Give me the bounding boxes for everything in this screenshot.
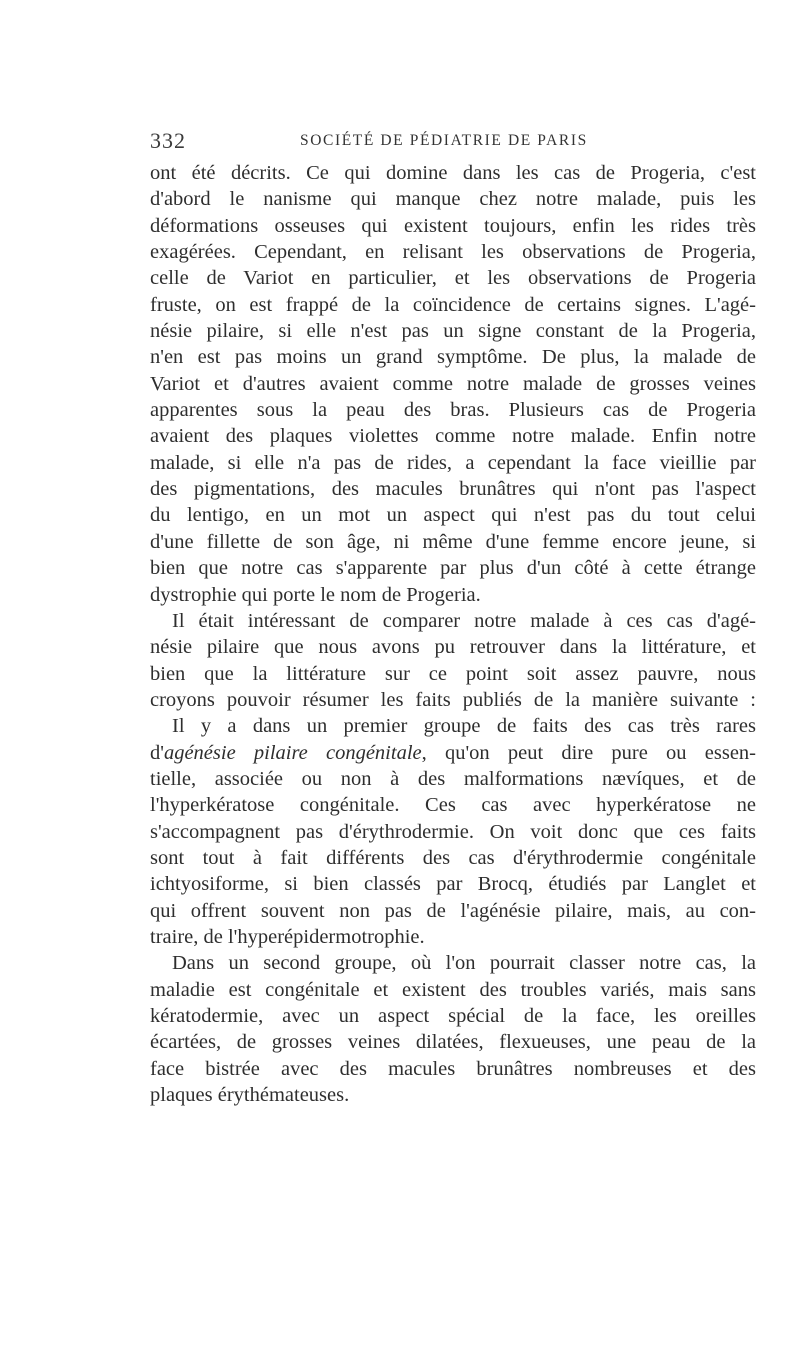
text-line-with-italic <box>150 740 756 766</box>
text-line: tielle, associée ou non à des malformations nævíques, et de <box>150 767 756 790</box>
text-line: ont été décrits. Ce qui domine dans les cas de Progeria, c'est <box>150 162 756 184</box>
text-line: face bistrée avec des macules brunâtres nombreuses et des <box>150 1057 756 1080</box>
text-line: d'abord le nanisme qui manque chez notre malade, puis les <box>150 188 756 211</box>
text-line: apparentes sous la peau des bras. Plusieurs cas de Progeria <box>150 399 756 422</box>
text-line: Il était intéressant de comparer notre malade à ces cas d'agé- <box>172 609 756 632</box>
text-line: dystrophie qui porte le nom de Progeria. <box>150 583 481 606</box>
text-line: sont tout à fait différents des cas d'érythrodermie congénitale <box>150 846 756 869</box>
body-text <box>150 160 756 1108</box>
text-line: exagérées. Cependant, en relisant les observations de Progeria, <box>150 241 756 264</box>
text-line: d'une fillette de son âge, ni même d'une femme encore jeune, si <box>150 530 756 553</box>
text-line: déformations osseuses qui existent toujours, enfin les rides très <box>150 214 756 237</box>
text-fragment: d' <box>150 741 164 764</box>
text-line: croyons pouvoir résumer les faits publiés de la manière suivante : <box>150 688 756 711</box>
text-line: du lentigo, en un mot un aspect qui n'est pas du tout celui <box>150 504 756 527</box>
journal-title: SOCIÉTÉ DE PÉDIATRIE DE PARIS <box>300 132 588 149</box>
text-line: s'accompagnent pas d'érythrodermie. On voit donc que ces faits <box>150 820 756 843</box>
text-line: traire, de l'hyperépidermotrophie. <box>150 925 425 948</box>
text-line: n'en est pas moins un grand symptôme. De plus, la malade de <box>150 346 756 369</box>
text-line: bien que la littérature sur ce point soit assez pauvre, nous <box>150 662 756 685</box>
text-line: Il y a dans un premier groupe de faits des cas très rares <box>172 715 756 738</box>
text-fragment: , qu'on peut dire pure ou essen- <box>421 741 756 764</box>
page-number: 332 <box>150 128 186 153</box>
text-line: plaques érythémateuses. <box>150 1084 350 1107</box>
running-head <box>150 128 750 154</box>
text-line: écartées, de grosses veines dilatées, flexueuses, une peau de la <box>150 1031 756 1054</box>
text-line: bien que notre cas s'apparente par plus d'un côté à cette étrange <box>150 557 756 580</box>
text-line: des pigmentations, des macules brunâtres qui n'ont pas l'aspect <box>150 478 756 501</box>
text-line: malade, si elle n'a pas de rides, a cependant la face vieillie par <box>150 451 756 474</box>
text-line: nésie pilaire, si elle n'est pas un signe constant de la Progeria, <box>150 320 756 343</box>
text-line: l'hyperkératose congénitale. Ces cas avec hyperkératose ne <box>150 794 756 817</box>
text-line: fruste, on est frappé de la coïncidence de certains signes. L'agé- <box>150 293 756 316</box>
text-line: ichtyosiforme, si bien classés par Brocq, étudiés par Langlet et <box>150 873 756 896</box>
text-line: avaient des plaques violettes comme notre malade. Enfin notre <box>150 425 756 448</box>
text-line: nésie pilaire que nous avons pu retrouver dans la littérature, et <box>150 636 756 659</box>
text-line: Variot et d'autres avaient comme notre malade de grosses veines <box>150 372 756 395</box>
text-line: maladie est congénitale et existent des troubles variés, mais sans <box>150 978 756 1001</box>
text-line: Dans un second groupe, où l'on pourrait classer notre cas, la <box>172 952 756 975</box>
text-line: celle de Variot en particulier, et les observations de Progeria <box>150 267 756 290</box>
italic-term: agénésie pilaire congénitale <box>163 741 422 764</box>
text-line: qui offrent souvent non pas de l'agénésie pilaire, mais, au con- <box>150 899 756 922</box>
text-line: kératodermie, avec un aspect spécial de la face, les oreilles <box>150 1005 756 1027</box>
